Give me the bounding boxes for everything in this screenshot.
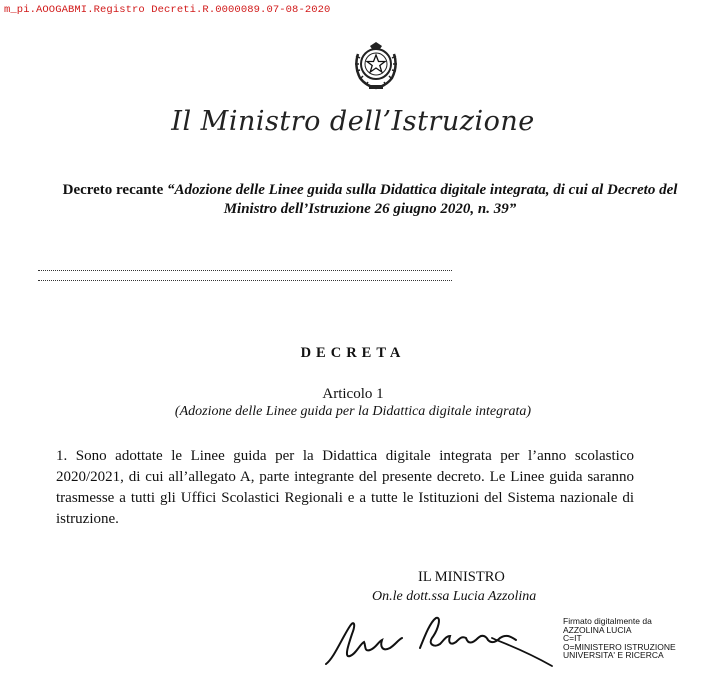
- ministry-heading: Il Ministro dell’Istruzione: [171, 106, 535, 137]
- digital-signature-line: AZZOLINA LUCIA: [563, 624, 632, 635]
- digital-signature-line: Firmato digitalmente da: [563, 616, 652, 626]
- signer-name: On.le dott.ssa Lucia Azzolina: [372, 589, 537, 604]
- italian-republic-emblem-icon: [350, 40, 402, 92]
- digital-signature-line: O=MINISTERO ISTRUZIONE: [563, 641, 676, 652]
- handwritten-signature: [320, 608, 560, 670]
- article-paragraph: 1. Sono adottate le Linee guida per la Didattica digitale integrata per l’anno scolastico 2020/2021, di cui all’allegato A, parte integrante del presente decreto. Le Linee guida saranno trasmesse a tutti gli Uffici Scolastici Regionali e a tutte le Istituzioni del Sistema nazionale di istruzione.: [56, 448, 634, 527]
- digital-signature-line: C=IT: [563, 633, 582, 644]
- dotted-divider: [38, 280, 452, 281]
- signer-title: IL MINISTRO: [418, 569, 505, 585]
- digital-signature-block: [563, 617, 676, 660]
- decree-subject: [60, 181, 680, 219]
- decree-subject-prefix: Decreto recante: [62, 182, 167, 198]
- dotted-divider: [38, 270, 452, 271]
- article-subtitle: (Adozione delle Linee guida per la Didattica digitale integrata): [174, 404, 532, 419]
- article-title: Articolo 1: [322, 386, 384, 402]
- protocol-stamp: m_pi.AOOGABMI.Registro Decreti.R.0000089.07-08-2020: [4, 4, 331, 16]
- decreta-heading: DECRETA: [300, 345, 406, 361]
- digital-signature-line: UNIVERSITA' E RICERCA: [563, 650, 664, 661]
- decree-subject-title: “Adozione delle Linee guida sulla Didattica digitale integrata, di cui al Decreto del Ministro dell’Istruzione 26 giugno 2020, n. 39”: [167, 182, 678, 217]
